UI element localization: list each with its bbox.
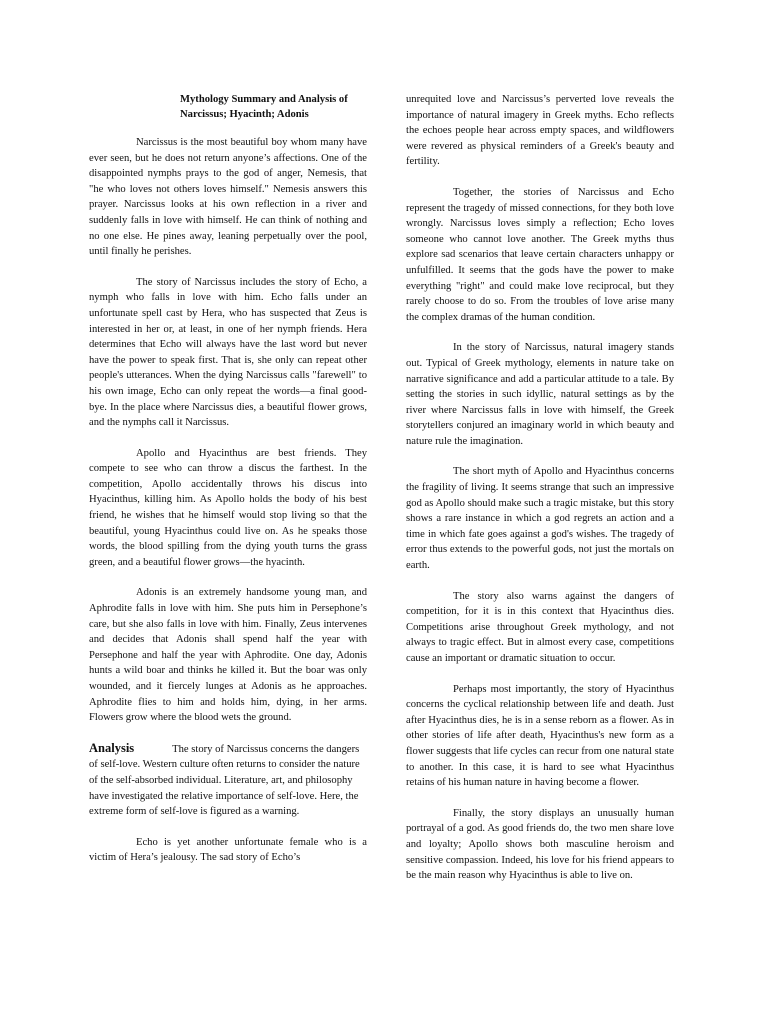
analysis-heading: Analysis [89, 740, 135, 755]
right-column [406, 92, 674, 899]
paragraph-missed-connections: Together, the stories of Narcissus and Echo represent the tragedy of missed connections, for they both love wrongly. Narcissus loves simply a reflection; Echo loves someone who cannot love another. The Greek myths thus explore sad scenarios that leave certain characters unhappy or unfulfilled. It seems that the gods have the power to make everything "right" and could make love reciprocal, but they rarely choose to do so. From the troubles of love arise many the complex dramas of the human condition. [406, 186, 674, 323]
paragraph-continued: unrequited love and Narcissus’s perverted love reveals the importance of natural imagery in Greek myths. Echo reflects the echoes people hear across empty spaces, and wildflowers were revered as physical reminders of a Greek's beauty and fertility. [406, 94, 674, 168]
paragraph-adonis: Adonis is an extremely handsome young man, and Aphrodite falls in love with him. She puts him in Persephone’s care, but she also falls in love with him. Finally, Zeus intervenes and decides that Adonis shall spend half the year with Persephone and half the year with Aphrodite. One day, Adonis hunts a wild boar and thinks he killed it. But the boar was only wounded, and it fiercely lunges at Adonis as he approaches. Aphrodite flies to him and holds him, dying, in her arms. Flowers grow where the blood wets the ground. [89, 587, 367, 724]
paragraph-cyclical: Perhaps most importantly, the story of Hyacinthus concerns the cyclical relationship between life and death. Just after Hyacinthus dies, he is in a sense reborn as a flower. As in other stories of life after death, Hyacinthus's new form as a flower suggests that life cycles can recur from one natural state to another. In this case, it is hard to see what Hyacinthus retains of his human nature in having become a flower. [406, 683, 674, 789]
document-title: Mythology Summary and Analysis of Narcissus; Hyacinth; Adonis [180, 94, 348, 120]
paragraph-competition: The story also warns against the dangers of competition, for it is in this context that Hyacinthus dies. Competitions arise throughout Greek mythology, and not always to tragic effect. But in almost every case, competitions cause an important or dramatic situation to occur. [406, 590, 674, 664]
paragraph-narcissus: Narcissus is the most beautiful boy whom many have ever seen, but he does not return anyone’s affections. One of the disappointed nymphs prays to the god of anger, Nemesis, that "he who loves not others loves himself." Nemesis answers this prayer. Narcissus looks at his own reflection in a river and suddenly falls in love with himself. He can think of nothing and no one else. He pines away, leaning perpetually over the pool, until finally he perishes. [89, 137, 367, 258]
paragraph-human-portrayal: Finally, the story displays an unusually human portrayal of a god. As good friends do, the two men share love and loyalty; Apollo shows both masculine heroism and sensitive compassion. Indeed, his love for his friend appears to be the main reason why Hyacinthus is able to live on. [406, 807, 674, 882]
paragraph-analysis [89, 741, 367, 820]
analysis-text: The story of Narcissus concerns the dangers of self-love. Western culture often returns to consider the nature of the self-absorbed individual. Literature, art, and philosophy have investigated the relative importance of self-love. Here, the extreme form of self-love is figured as a warning. [89, 743, 360, 818]
paragraph-apollo-hyacinthus: Apollo and Hyacinthus are best friends. They compete to see who can throw a discus the farthest. In the competition, Apollo accidentally throws his discus into Hyacinthus, killing him. As Apollo holds the body of his best friend, he wishes that he himself would stop living so that the beautiful, young Hyacinthus could live on. As he speaks those words, the blood spilling from the dying youth turns the grass green, and a beautiful flower grows—the hyacinth. [89, 447, 367, 568]
paragraph-fragility: The short myth of Apollo and Hyacinthus concerns the fragility of living. It seems strange that such an impressive god as Apollo should make such a tragic mistake, but this story shows a rare instance in which a god regrets an action and a time in which fate goes against a god's wishes. The tragedy of error thus extends to the powerful gods, not just the mortals on earth. [406, 466, 674, 572]
left-column [89, 92, 367, 881]
paragraph-echo-victim: Echo is yet another unfortunate female who is a victim of Hera’s jealousy. The sad story of Echo’s [89, 836, 367, 864]
paragraph-natural-imagery: In the story of Narcissus, natural imagery stands out. Typical of Greek mythology, elements in nature take on narrative significance and add a particular attitude to a tale. By setting the stories in such idyllic, natural settings as by the river where Narcissus falls in love with himself, the Greek storytellers conjured an imaginary world in which beauty and nature rule the imagination. [406, 342, 674, 447]
paragraph-echo: The story of Narcissus includes the story of Echo, a nymph who falls in love with him. Echo falls under an unfortunate spell cast by Hera, who has suspected that Zeus is interested in her or, at least, in one of her nymph friends. Hera determines that Echo will always have the last word but never have the power to speak first. That is, she only can repeat other people's utterances. When the dying Narcissus calls "farewell" to his own image, Echo can only repeat the words—a final good-bye. In the place where Narcissus dies, a beautiful flower grows, and the nymphs call it Narcissus. [89, 276, 367, 429]
